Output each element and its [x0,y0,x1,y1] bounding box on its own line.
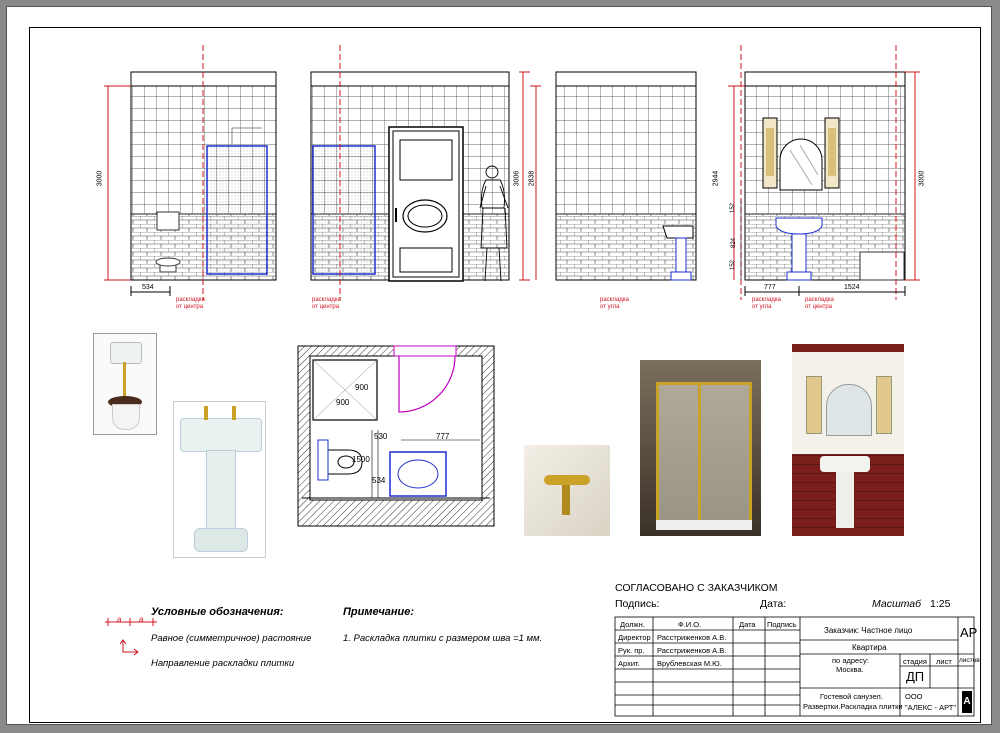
tb-row-pos: Директор [618,633,651,642]
approval-date: Дата: [760,598,787,610]
note-text: 1. Раскладка плитки с размером шва =1 мм. [343,633,543,644]
legend-symbols [105,618,157,655]
elevation-1 [104,45,276,300]
tb-row-pos: Архит. [618,659,640,668]
layout-note-1: раскладка от центра [176,297,205,310]
tb-stage-label: стадия [903,657,927,666]
tb-header-sign: Подпись [767,620,797,629]
plan-dim-534: 534 [372,476,386,485]
tb-drawing-l1: Гостевой санузел. [820,692,883,701]
plan-dim-shower-h: 900 [336,398,350,407]
approval-signature: Подпись: [615,598,660,610]
dim-e4-w2: 1524 [844,284,860,291]
dim-e4-w1: 777 [764,284,776,291]
approval-title: СОГЛАСОВАНО С ЗАКАЗЧИКОМ [615,582,778,594]
tb-sheets-label: листов [959,657,980,664]
legend-title: Условные обозначения: [151,606,284,618]
dim-e1-width: 534 [142,284,154,291]
dim-e1-height: 3000 [96,170,104,187]
elevation-2 [311,45,541,300]
tb-stage: ДП [906,669,925,684]
dim-e2-height-b: 2838 [528,170,536,187]
tb-header-date: Дата [739,620,756,629]
floor-plan [298,346,494,526]
legend-symbol-a1: a [117,615,122,624]
dim-e4-small-top: 152 [730,202,737,214]
layout-note-2: раскладка от центра [312,297,341,310]
tb-row-name: Расстриженков А.В. [657,646,727,655]
dim-e4-small-mid: 824 [731,237,738,249]
company-logo: A [962,691,972,713]
legend-symbol-a2: a [139,615,144,624]
plan-dim-shower-w: 900 [355,383,369,392]
dim-e3-height: 2944 [712,170,720,187]
bathroom-photo [792,344,904,536]
tb-address-l1: по адресу: [832,656,869,665]
tb-customer: Заказчик: Частное лицо [824,626,913,635]
layout-note-4: раскладка от угла [752,297,781,310]
toilet-photo [93,333,157,435]
plan-dim-777: 777 [436,432,450,441]
scale-label: Масштаб [872,598,922,610]
sink-photo [173,401,266,558]
faucet-photo [524,445,610,536]
tb-row-pos: Рук. пр. [618,646,645,655]
legend-item-tile-direction: Направление раскладки плитки [151,658,295,669]
shower-cabin-photo [640,360,761,536]
tb-address-l2: Москва. [836,665,864,674]
tb-row-name: Расстриженков А.В. [657,633,727,642]
tb-object: Квартира [852,643,887,652]
dim-e4-height: 3000 [918,170,926,187]
legend-item-equal-distance: Равное (симметричное) растояние [151,633,312,644]
note-title: Примечание: [343,606,415,618]
tb-code: АР [960,625,978,640]
tb-row-name: Врублевская М.Ю. [657,659,722,668]
tb-sheet-label: лист [936,657,952,666]
plan-dim-1500: 1500 [352,455,370,464]
tb-org-l1: ООО [905,692,923,701]
tb-drawing-l2: Развертки.Раскладка плитки [803,702,903,711]
tb-org-l2: "АЛЕКС - АРТ" [905,703,957,712]
dim-e4-small-bot: 152 [730,259,737,271]
tb-header-name: Ф.И.О. [678,620,702,629]
layout-note-5: раскладка от центра [805,297,834,310]
plan-dim-530: 530 [374,432,388,441]
scale-value: 1:25 [930,598,951,610]
dim-e2-height-a: 3006 [513,170,521,187]
layout-note-3: раскладка от угла [600,297,629,310]
elevation-4 [728,45,920,300]
tb-header-pos: Должн. [620,620,645,629]
